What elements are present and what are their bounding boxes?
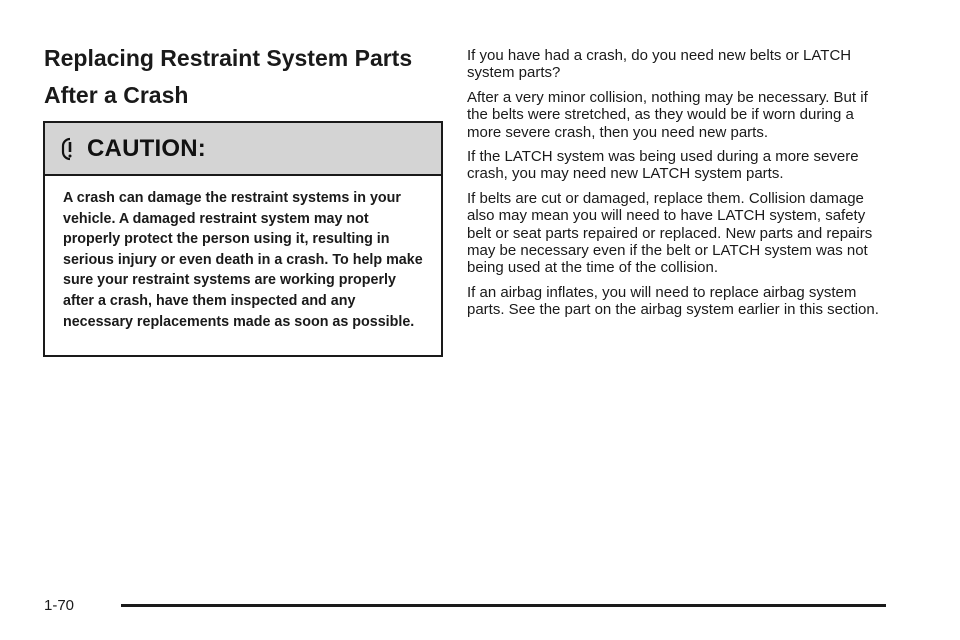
- paragraph-1: If you have had a crash, do you need new belts or LATCH system parts?: [467, 47, 852, 82]
- caution-body-text: A crash can damage the restraint systems in your vehicle. A damaged restraint system may not properly protect the person using it, resulting in serious injury or even death in a crash. To help make sure your restraint systems are working properly after a crash, have them inspected and any necessary replacements made as soon as possible.: [63, 190, 423, 330]
- paragraph-2: After a very minor collision, nothing may be necessary. But if the belts were stretched, as they would be if worn during a more severe crash, then you need new parts.: [467, 88, 868, 141]
- paragraph-3: If the LATCH system was being used during a more severe crash, you may need new LATCH system parts.: [467, 148, 859, 183]
- paragraph-4: If belts are cut or damaged, replace them. Collision damage also may mean you will need to have LATCH system, safety belt or seat parts repaired or replaced. New parts and repairs may be necessary even if the belt or LATCH system was not being used at the time of the collision.: [467, 189, 873, 277]
- caution-box: [43, 121, 443, 357]
- caution-title: CAUTION:: [87, 134, 206, 162]
- section-heading: Replacing Restraint System Parts After a Crash: [44, 45, 413, 108]
- right-column: [467, 47, 887, 326]
- caution-bracket-icon: [61, 135, 83, 163]
- caution-header: [45, 123, 441, 176]
- paragraph-5: If an airbag inflates, you will need to replace airbag system parts. See the part on the airbag system earlier in this section.: [467, 283, 879, 319]
- page-number: 1-70: [44, 597, 75, 614]
- footer-rule: [121, 604, 886, 607]
